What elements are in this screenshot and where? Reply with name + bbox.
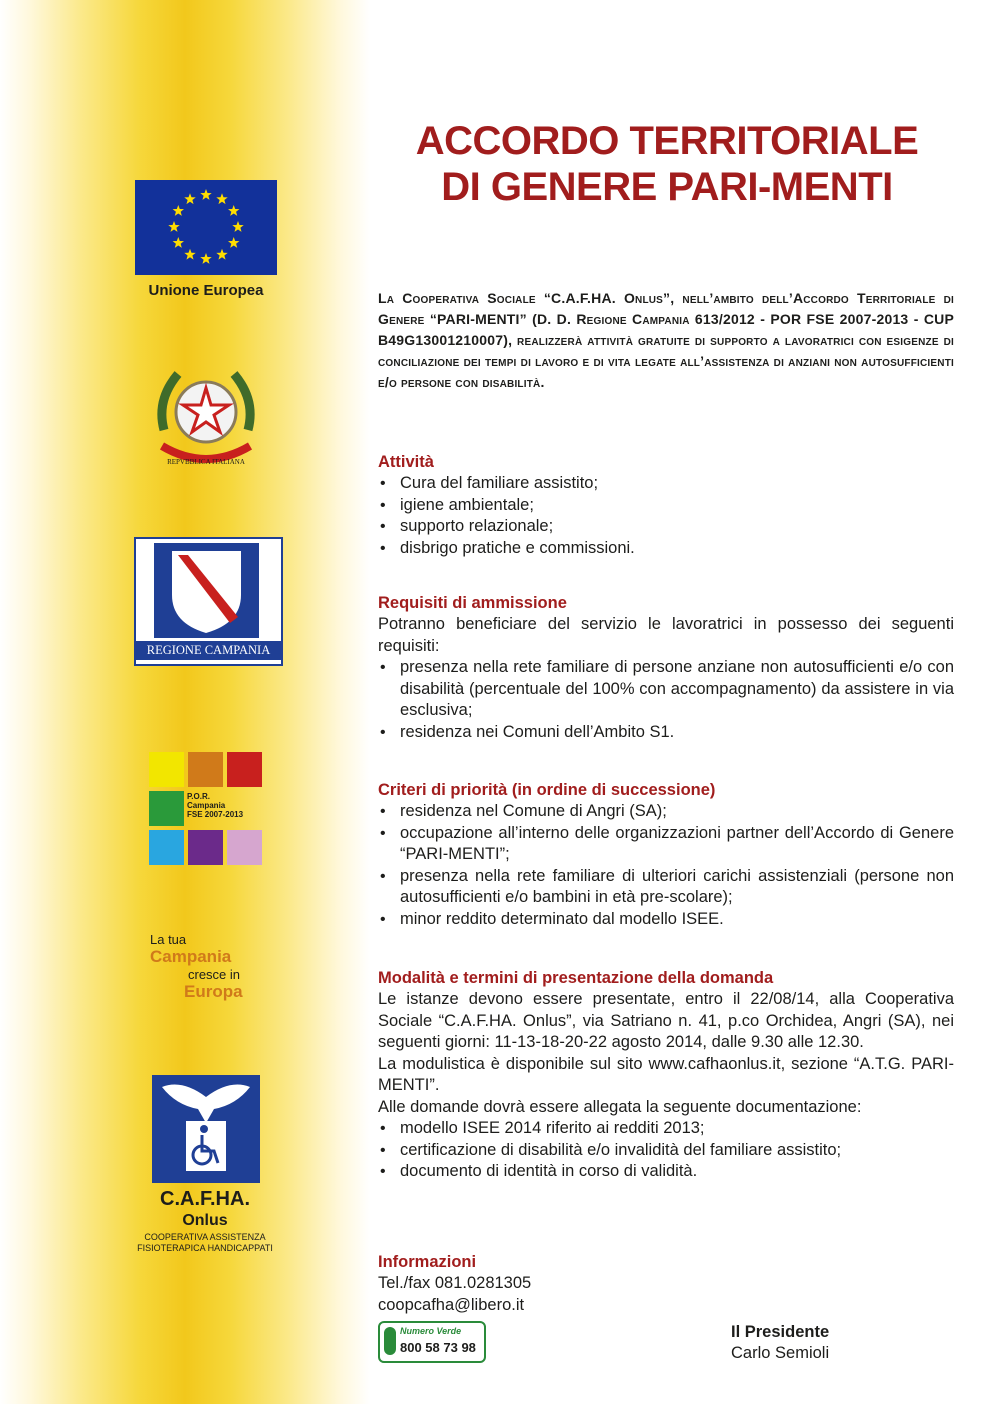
eu-star-icon: [168, 221, 179, 232]
section-criteri: [378, 780, 954, 930]
page-title: ACCORDO TERRITORIALE DI GENERE PARI-MENTI: [415, 119, 919, 209]
list-item: • Cura del familiare assistito;: [378, 473, 954, 495]
list-item: • presenza nella rete familiare di persone anziane non autosufficienti e/o con disabilità (percentuale del 100% con accompagnamento) da assistere in via esclusiva;: [378, 657, 954, 722]
section-attivita: [378, 452, 954, 559]
eu-star-icon: [184, 193, 195, 204]
emblem-text: REPVBBLICA ITALIANA: [167, 458, 245, 466]
list-item: • residenza nel Comune di Angri (SA);: [378, 801, 954, 823]
eu-star-icon: [232, 221, 243, 232]
eu-star-icon: [173, 205, 184, 216]
cafha-subtitle: COOPERATIVA ASSISTENZA FISIOTERAPICA HANDICAPPATI: [137, 1232, 273, 1253]
list-item: • igiene ambientale;: [378, 495, 954, 517]
section-heading: Criteri di priorità (in ordine di successione): [378, 781, 716, 799]
intro-paragraph: La Cooperativa Sociale “C.A.F.HA. Onlus”, nell’ambito dell’Accordo Territoriale di Genere “PARI-MENTI” (D. D. Regione Campania 613/2012 - POR FSE 2007-2013 - CUP B49G13001210007), realizzerà attività gratuite di supporto a lavoratrici con esigenze di conciliazione dei tempi di lavoro e di vita legate all’assistenza di anziani non autosufficienti e/o persone con disabilità.: [378, 290, 954, 390]
list-item: • presenza nella rete familiare di ulteriori carichi assistenziali (persone non autosufficienti e/o bambini in età pre-scolare);: [378, 866, 954, 909]
section-requisiti: [378, 593, 954, 743]
numero-verde-label: Numero Verde: [400, 1326, 462, 1336]
contact-phone: Tel./fax 081.0281305: [378, 1274, 532, 1292]
eu-star-icon: [184, 249, 195, 260]
list-item: • modello ISEE 2014 riferito ai redditi 2013;: [378, 1118, 954, 1140]
section-text: Alle domande dovrà essere allegata la seguente documentazione:: [378, 1097, 862, 1116]
section-modalita: [378, 968, 954, 1183]
regione-campania-logo: [134, 537, 283, 666]
eu-flag-icon: [135, 180, 277, 275]
signature-name: Carlo Semioli: [731, 1344, 830, 1362]
eu-star-icon: [173, 237, 184, 248]
por-text: P.O.R. Campania FSE 2007-2013: [187, 792, 244, 819]
eu-star-icon: [228, 205, 239, 216]
section-heading: Informazioni: [378, 1253, 477, 1271]
list-item: • occupazione all’interno delle organizzazioni partner dell’Accordo di Genere “PARI-MENTI”;: [378, 823, 954, 866]
signature-title: Il Presidente: [731, 1323, 830, 1341]
cafha-logo-icon: [152, 1075, 260, 1183]
section-informazioni: [378, 1252, 954, 1316]
phone-icon: [384, 1327, 396, 1355]
list-item: • residenza nei Comuni dell’Ambito S1.: [378, 722, 954, 744]
la-tua-campania-slogan: La tua Campania cresce in Europa: [150, 932, 243, 1001]
eu-star-icon: [200, 189, 211, 200]
signature-block: [731, 1322, 891, 1364]
list-item: • supporto relazionale;: [378, 516, 954, 538]
list-item: • minor reddito determinato dal modello ISEE.: [378, 909, 954, 931]
campania-shield-icon: [154, 543, 259, 638]
campania-label: REGIONE CAMPANIA: [136, 641, 281, 660]
eu-label: Unione Europea: [148, 282, 264, 299]
italian-emblem-icon: [150, 360, 262, 472]
eu-star-icon: [228, 237, 239, 248]
cafha-title: C.A.F.HA.: [160, 1188, 250, 1210]
section-text: Potranno beneficiare del servizio le lavoratrici in possesso dei seguenti requisiti:: [378, 615, 954, 655]
section-heading: Attività: [378, 453, 434, 471]
section-heading: Modalità e termini di presentazione della domanda: [378, 969, 774, 987]
contact-email[interactable]: coopcafha@libero.it: [378, 1295, 525, 1314]
por-fse-logo: [149, 752, 263, 864]
list-item: • certificazione di disabilità e/o invalidità del familiare assistito;: [378, 1140, 954, 1162]
eu-star-icon: [200, 253, 211, 264]
list-item: • disbrigo pratiche e commissioni.: [378, 538, 954, 560]
eu-star-icon: [216, 249, 227, 260]
section-text: La modulistica è disponibile sul sito www.cafhaonlus.it, sezione “A.T.G. PARI-MENTI”.: [378, 1054, 954, 1094]
cafha-onlus: Onlus: [182, 1212, 228, 1229]
numero-verde-badge: [378, 1321, 486, 1363]
section-heading: Requisiti di ammissione: [378, 594, 567, 612]
eu-star-icon: [216, 193, 227, 204]
section-text: Le istanze devono essere presentate, entro il 22/08/14, alla Cooperativa Sociale “C.A.F.HA. Onlus”, via Satriano n. 41, p.co Orchidea, Angri (SA), nei seguenti giorni: 11-13-18-20-22 agosto 2014, dalle 9.30 alle 12.30.: [378, 990, 954, 1051]
list-item: • documento di identità in corso di validità.: [378, 1161, 954, 1183]
numero-verde-number: 800 58 73 98: [400, 1340, 476, 1355]
